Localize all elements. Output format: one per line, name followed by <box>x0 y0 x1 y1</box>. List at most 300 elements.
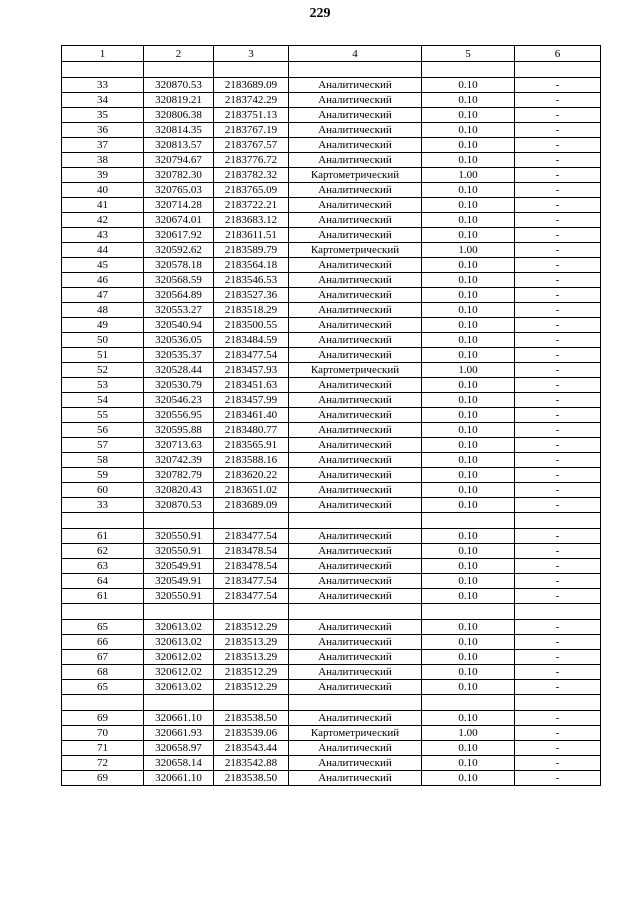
method-cell: Аналитический <box>289 468 422 483</box>
accuracy-cell: 0.10 <box>422 273 515 288</box>
note-cell: - <box>515 243 601 258</box>
table-row <box>62 574 601 589</box>
x-coordinate-cell: 320820.43 <box>144 483 214 498</box>
x-coordinate-cell: 320806.38 <box>144 108 214 123</box>
separator-row <box>62 513 601 529</box>
empty-cell <box>422 695 515 711</box>
x-coordinate-cell: 320742.39 <box>144 453 214 468</box>
accuracy-cell: 0.10 <box>422 680 515 695</box>
accuracy-cell: 0.10 <box>422 559 515 574</box>
empty-cell <box>62 695 144 711</box>
note-cell: - <box>515 123 601 138</box>
note-cell: - <box>515 711 601 726</box>
method-cell: Аналитический <box>289 78 422 93</box>
x-coordinate-cell: 320550.91 <box>144 544 214 559</box>
point-number-cell: 55 <box>62 408 144 423</box>
point-number-cell: 61 <box>62 529 144 544</box>
empty-cell <box>214 62 289 78</box>
table-row <box>62 529 601 544</box>
point-number-cell: 47 <box>62 288 144 303</box>
y-coordinate-cell: 2183538.50 <box>214 711 289 726</box>
table-row <box>62 423 601 438</box>
table-row <box>62 498 601 513</box>
point-number-cell: 60 <box>62 483 144 498</box>
note-cell: - <box>515 93 601 108</box>
accuracy-cell: 0.10 <box>422 589 515 604</box>
note-cell: - <box>515 108 601 123</box>
method-cell: Картометрический <box>289 168 422 183</box>
accuracy-cell: 0.10 <box>422 711 515 726</box>
table-body <box>62 62 601 786</box>
y-coordinate-cell: 2183457.99 <box>214 393 289 408</box>
point-number-cell: 66 <box>62 635 144 650</box>
method-cell: Аналитический <box>289 228 422 243</box>
empty-cell <box>214 513 289 529</box>
table-row <box>62 93 601 108</box>
note-cell: - <box>515 348 601 363</box>
point-number-cell: 71 <box>62 741 144 756</box>
method-cell: Аналитический <box>289 318 422 333</box>
point-number-cell: 48 <box>62 303 144 318</box>
x-coordinate-cell: 320813.57 <box>144 138 214 153</box>
x-coordinate-cell: 320556.95 <box>144 408 214 423</box>
method-cell: Аналитический <box>289 213 422 228</box>
method-cell: Аналитический <box>289 93 422 108</box>
point-number-cell: 36 <box>62 123 144 138</box>
empty-cell <box>214 695 289 711</box>
table-row <box>62 680 601 695</box>
x-coordinate-cell: 320546.23 <box>144 393 214 408</box>
table-row <box>62 741 601 756</box>
y-coordinate-cell: 2183457.93 <box>214 363 289 378</box>
y-coordinate-cell: 2183500.55 <box>214 318 289 333</box>
accuracy-cell: 0.10 <box>422 183 515 198</box>
table-row <box>62 378 601 393</box>
table-row <box>62 544 601 559</box>
method-cell: Аналитический <box>289 453 422 468</box>
table-row <box>62 559 601 574</box>
accuracy-cell: 0.10 <box>422 423 515 438</box>
point-number-cell: 56 <box>62 423 144 438</box>
table-row <box>62 771 601 786</box>
table-row <box>62 620 601 635</box>
x-coordinate-cell: 320617.92 <box>144 228 214 243</box>
y-coordinate-cell: 2183543.44 <box>214 741 289 756</box>
x-coordinate-cell: 320549.91 <box>144 559 214 574</box>
point-number-cell: 50 <box>62 333 144 348</box>
x-coordinate-cell: 320661.10 <box>144 711 214 726</box>
method-cell: Аналитический <box>289 303 422 318</box>
y-coordinate-cell: 2183565.91 <box>214 438 289 453</box>
x-coordinate-cell: 320794.67 <box>144 153 214 168</box>
method-cell: Картометрический <box>289 726 422 741</box>
separator-row <box>62 604 601 620</box>
point-number-cell: 64 <box>62 574 144 589</box>
accuracy-cell: 0.10 <box>422 153 515 168</box>
y-coordinate-cell: 2183512.29 <box>214 680 289 695</box>
y-coordinate-cell: 2183480.77 <box>214 423 289 438</box>
accuracy-cell: 0.10 <box>422 198 515 213</box>
x-coordinate-cell: 320782.30 <box>144 168 214 183</box>
point-number-cell: 34 <box>62 93 144 108</box>
table-row <box>62 468 601 483</box>
table-row <box>62 348 601 363</box>
x-coordinate-cell: 320612.02 <box>144 665 214 680</box>
point-number-cell: 39 <box>62 168 144 183</box>
accuracy-cell: 0.10 <box>422 348 515 363</box>
table-row <box>62 711 601 726</box>
point-number-cell: 72 <box>62 756 144 771</box>
point-number-cell: 38 <box>62 153 144 168</box>
table-row <box>62 228 601 243</box>
method-cell: Аналитический <box>289 711 422 726</box>
note-cell: - <box>515 378 601 393</box>
point-number-cell: 68 <box>62 665 144 680</box>
method-cell: Аналитический <box>289 438 422 453</box>
y-coordinate-cell: 2183776.72 <box>214 153 289 168</box>
method-cell: Аналитический <box>289 333 422 348</box>
x-coordinate-cell: 320553.27 <box>144 303 214 318</box>
note-cell: - <box>515 726 601 741</box>
empty-cell <box>144 62 214 78</box>
note-cell: - <box>515 589 601 604</box>
separator-row <box>62 695 601 711</box>
table-row <box>62 198 601 213</box>
table-row <box>62 243 601 258</box>
accuracy-cell: 0.10 <box>422 123 515 138</box>
x-coordinate-cell: 320674.01 <box>144 213 214 228</box>
table-row <box>62 756 601 771</box>
point-number-cell: 40 <box>62 183 144 198</box>
point-number-cell: 65 <box>62 620 144 635</box>
table-row <box>62 168 601 183</box>
accuracy-cell: 0.10 <box>422 771 515 786</box>
note-cell: - <box>515 498 601 513</box>
accuracy-cell: 0.10 <box>422 483 515 498</box>
x-coordinate-cell: 320819.21 <box>144 93 214 108</box>
table-row <box>62 213 601 228</box>
note-cell: - <box>515 756 601 771</box>
empty-cell <box>289 513 422 529</box>
y-coordinate-cell: 2183611.51 <box>214 228 289 243</box>
accuracy-cell: 0.10 <box>422 453 515 468</box>
accuracy-cell: 0.10 <box>422 756 515 771</box>
method-cell: Аналитический <box>289 589 422 604</box>
empty-cell <box>515 513 601 529</box>
y-coordinate-cell: 2183527.36 <box>214 288 289 303</box>
y-coordinate-cell: 2183620.22 <box>214 468 289 483</box>
y-coordinate-cell: 2183539.06 <box>214 726 289 741</box>
point-number-cell: 58 <box>62 453 144 468</box>
note-cell: - <box>515 393 601 408</box>
accuracy-cell: 0.10 <box>422 468 515 483</box>
accuracy-cell: 0.10 <box>422 620 515 635</box>
accuracy-cell: 0.10 <box>422 574 515 589</box>
x-coordinate-cell: 320530.79 <box>144 378 214 393</box>
empty-cell <box>144 695 214 711</box>
note-cell: - <box>515 228 601 243</box>
header-row <box>62 46 601 62</box>
y-coordinate-cell: 2183542.88 <box>214 756 289 771</box>
accuracy-cell: 0.10 <box>422 78 515 93</box>
y-coordinate-cell: 2183751.13 <box>214 108 289 123</box>
accuracy-cell: 0.10 <box>422 650 515 665</box>
table-row <box>62 483 601 498</box>
method-cell: Аналитический <box>289 498 422 513</box>
accuracy-cell: 0.10 <box>422 498 515 513</box>
accuracy-cell: 0.10 <box>422 333 515 348</box>
header-cell: 2 <box>144 46 214 62</box>
note-cell: - <box>515 183 601 198</box>
y-coordinate-cell: 2183546.53 <box>214 273 289 288</box>
point-number-cell: 54 <box>62 393 144 408</box>
point-number-cell: 49 <box>62 318 144 333</box>
point-number-cell: 37 <box>62 138 144 153</box>
accuracy-cell: 0.10 <box>422 635 515 650</box>
accuracy-cell: 0.10 <box>422 378 515 393</box>
table-row <box>62 138 601 153</box>
method-cell: Аналитический <box>289 138 422 153</box>
y-coordinate-cell: 2183765.09 <box>214 183 289 198</box>
point-number-cell: 67 <box>62 650 144 665</box>
point-number-cell: 70 <box>62 726 144 741</box>
method-cell: Аналитический <box>289 665 422 680</box>
accuracy-cell: 0.10 <box>422 213 515 228</box>
note-cell: - <box>515 771 601 786</box>
method-cell: Картометрический <box>289 363 422 378</box>
point-number-cell: 65 <box>62 680 144 695</box>
accuracy-cell: 0.10 <box>422 288 515 303</box>
method-cell: Картометрический <box>289 243 422 258</box>
point-number-cell: 33 <box>62 78 144 93</box>
accuracy-cell: 0.10 <box>422 108 515 123</box>
x-coordinate-cell: 320613.02 <box>144 680 214 695</box>
method-cell: Аналитический <box>289 483 422 498</box>
table-row <box>62 333 601 348</box>
empty-cell <box>515 62 601 78</box>
accuracy-cell: 0.10 <box>422 138 515 153</box>
table-row <box>62 273 601 288</box>
point-number-cell: 59 <box>62 468 144 483</box>
y-coordinate-cell: 2183588.16 <box>214 453 289 468</box>
note-cell: - <box>515 168 601 183</box>
x-coordinate-cell: 320578.18 <box>144 258 214 273</box>
accuracy-cell: 0.10 <box>422 529 515 544</box>
y-coordinate-cell: 2183477.54 <box>214 589 289 604</box>
table-row <box>62 665 601 680</box>
method-cell: Аналитический <box>289 393 422 408</box>
y-coordinate-cell: 2183767.19 <box>214 123 289 138</box>
x-coordinate-cell: 320540.94 <box>144 318 214 333</box>
note-cell: - <box>515 303 601 318</box>
x-coordinate-cell: 320549.91 <box>144 574 214 589</box>
x-coordinate-cell: 320568.59 <box>144 273 214 288</box>
x-coordinate-cell: 320612.02 <box>144 650 214 665</box>
point-number-cell: 44 <box>62 243 144 258</box>
method-cell: Аналитический <box>289 153 422 168</box>
y-coordinate-cell: 2183722.21 <box>214 198 289 213</box>
point-number-cell: 51 <box>62 348 144 363</box>
empty-cell <box>214 604 289 620</box>
method-cell: Аналитический <box>289 123 422 138</box>
y-coordinate-cell: 2183513.29 <box>214 650 289 665</box>
table-row <box>62 589 601 604</box>
point-number-cell: 61 <box>62 589 144 604</box>
x-coordinate-cell: 320713.63 <box>144 438 214 453</box>
x-coordinate-cell: 320782.79 <box>144 468 214 483</box>
note-cell: - <box>515 665 601 680</box>
table-row <box>62 726 601 741</box>
y-coordinate-cell: 2183564.18 <box>214 258 289 273</box>
y-coordinate-cell: 2183477.54 <box>214 529 289 544</box>
note-cell: - <box>515 559 601 574</box>
table-row <box>62 78 601 93</box>
note-cell: - <box>515 198 601 213</box>
y-coordinate-cell: 2183767.57 <box>214 138 289 153</box>
note-cell: - <box>515 138 601 153</box>
empty-cell <box>62 62 144 78</box>
header-cell: 3 <box>214 46 289 62</box>
header-cell: 6 <box>515 46 601 62</box>
method-cell: Аналитический <box>289 273 422 288</box>
accuracy-cell: 1.00 <box>422 726 515 741</box>
empty-cell <box>62 513 144 529</box>
note-cell: - <box>515 438 601 453</box>
method-cell: Аналитический <box>289 559 422 574</box>
empty-cell <box>422 513 515 529</box>
y-coordinate-cell: 2183742.29 <box>214 93 289 108</box>
y-coordinate-cell: 2183451.63 <box>214 378 289 393</box>
empty-cell <box>144 604 214 620</box>
y-coordinate-cell: 2183782.32 <box>214 168 289 183</box>
y-coordinate-cell: 2183512.29 <box>214 620 289 635</box>
y-coordinate-cell: 2183683.12 <box>214 213 289 228</box>
x-coordinate-cell: 320870.53 <box>144 78 214 93</box>
header-cell: 4 <box>289 46 422 62</box>
accuracy-cell: 0.10 <box>422 303 515 318</box>
accuracy-cell: 0.10 <box>422 544 515 559</box>
empty-cell <box>289 695 422 711</box>
point-number-cell: 57 <box>62 438 144 453</box>
table-row <box>62 408 601 423</box>
empty-cell <box>289 62 422 78</box>
note-cell: - <box>515 650 601 665</box>
note-cell: - <box>515 468 601 483</box>
point-number-cell: 35 <box>62 108 144 123</box>
header-cell: 1 <box>62 46 144 62</box>
point-number-cell: 41 <box>62 198 144 213</box>
method-cell: Аналитический <box>289 423 422 438</box>
point-number-cell: 69 <box>62 711 144 726</box>
note-cell: - <box>515 741 601 756</box>
method-cell: Аналитический <box>289 574 422 589</box>
method-cell: Аналитический <box>289 620 422 635</box>
note-cell: - <box>515 213 601 228</box>
method-cell: Аналитический <box>289 544 422 559</box>
note-cell: - <box>515 635 601 650</box>
table-row <box>62 108 601 123</box>
x-coordinate-cell: 320814.35 <box>144 123 214 138</box>
accuracy-cell: 1.00 <box>422 363 515 378</box>
point-number-cell: 43 <box>62 228 144 243</box>
table-row <box>62 153 601 168</box>
method-cell: Аналитический <box>289 198 422 213</box>
x-coordinate-cell: 320658.97 <box>144 741 214 756</box>
note-cell: - <box>515 529 601 544</box>
note-cell: - <box>515 258 601 273</box>
y-coordinate-cell: 2183478.54 <box>214 559 289 574</box>
accuracy-cell: 0.10 <box>422 228 515 243</box>
empty-cell <box>62 604 144 620</box>
method-cell: Аналитический <box>289 771 422 786</box>
note-cell: - <box>515 544 601 559</box>
y-coordinate-cell: 2183651.02 <box>214 483 289 498</box>
x-coordinate-cell: 320550.91 <box>144 529 214 544</box>
empty-cell <box>422 62 515 78</box>
y-coordinate-cell: 2183477.54 <box>214 348 289 363</box>
note-cell: - <box>515 574 601 589</box>
note-cell: - <box>515 363 601 378</box>
x-coordinate-cell: 320613.02 <box>144 635 214 650</box>
x-coordinate-cell: 320592.62 <box>144 243 214 258</box>
point-number-cell: 62 <box>62 544 144 559</box>
note-cell: - <box>515 288 601 303</box>
note-cell: - <box>515 483 601 498</box>
note-cell: - <box>515 620 601 635</box>
empty-cell <box>289 604 422 620</box>
note-cell: - <box>515 273 601 288</box>
table-row <box>62 438 601 453</box>
table-row <box>62 318 601 333</box>
point-number-cell: 63 <box>62 559 144 574</box>
x-coordinate-cell: 320870.53 <box>144 498 214 513</box>
x-coordinate-cell: 320550.91 <box>144 589 214 604</box>
x-coordinate-cell: 320714.28 <box>144 198 214 213</box>
table-row <box>62 363 601 378</box>
accuracy-cell: 0.10 <box>422 438 515 453</box>
accuracy-cell: 0.10 <box>422 393 515 408</box>
x-coordinate-cell: 320535.37 <box>144 348 214 363</box>
note-cell: - <box>515 680 601 695</box>
table-row <box>62 288 601 303</box>
point-number-cell: 52 <box>62 363 144 378</box>
y-coordinate-cell: 2183518.29 <box>214 303 289 318</box>
table-row <box>62 123 601 138</box>
header-cell: 5 <box>422 46 515 62</box>
coordinates-table <box>61 45 601 786</box>
table-row <box>62 258 601 273</box>
table-row <box>62 303 601 318</box>
accuracy-cell: 1.00 <box>422 243 515 258</box>
point-number-cell: 69 <box>62 771 144 786</box>
note-cell: - <box>515 153 601 168</box>
accuracy-cell: 0.10 <box>422 93 515 108</box>
method-cell: Аналитический <box>289 741 422 756</box>
y-coordinate-cell: 2183589.79 <box>214 243 289 258</box>
empty-cell <box>144 513 214 529</box>
point-number-cell: 53 <box>62 378 144 393</box>
method-cell: Аналитический <box>289 650 422 665</box>
x-coordinate-cell: 320661.93 <box>144 726 214 741</box>
method-cell: Аналитический <box>289 378 422 393</box>
empty-cell <box>422 604 515 620</box>
method-cell: Аналитический <box>289 288 422 303</box>
accuracy-cell: 0.10 <box>422 258 515 273</box>
x-coordinate-cell: 320564.89 <box>144 288 214 303</box>
empty-cell <box>515 604 601 620</box>
x-coordinate-cell: 320536.05 <box>144 333 214 348</box>
point-number-cell: 42 <box>62 213 144 228</box>
